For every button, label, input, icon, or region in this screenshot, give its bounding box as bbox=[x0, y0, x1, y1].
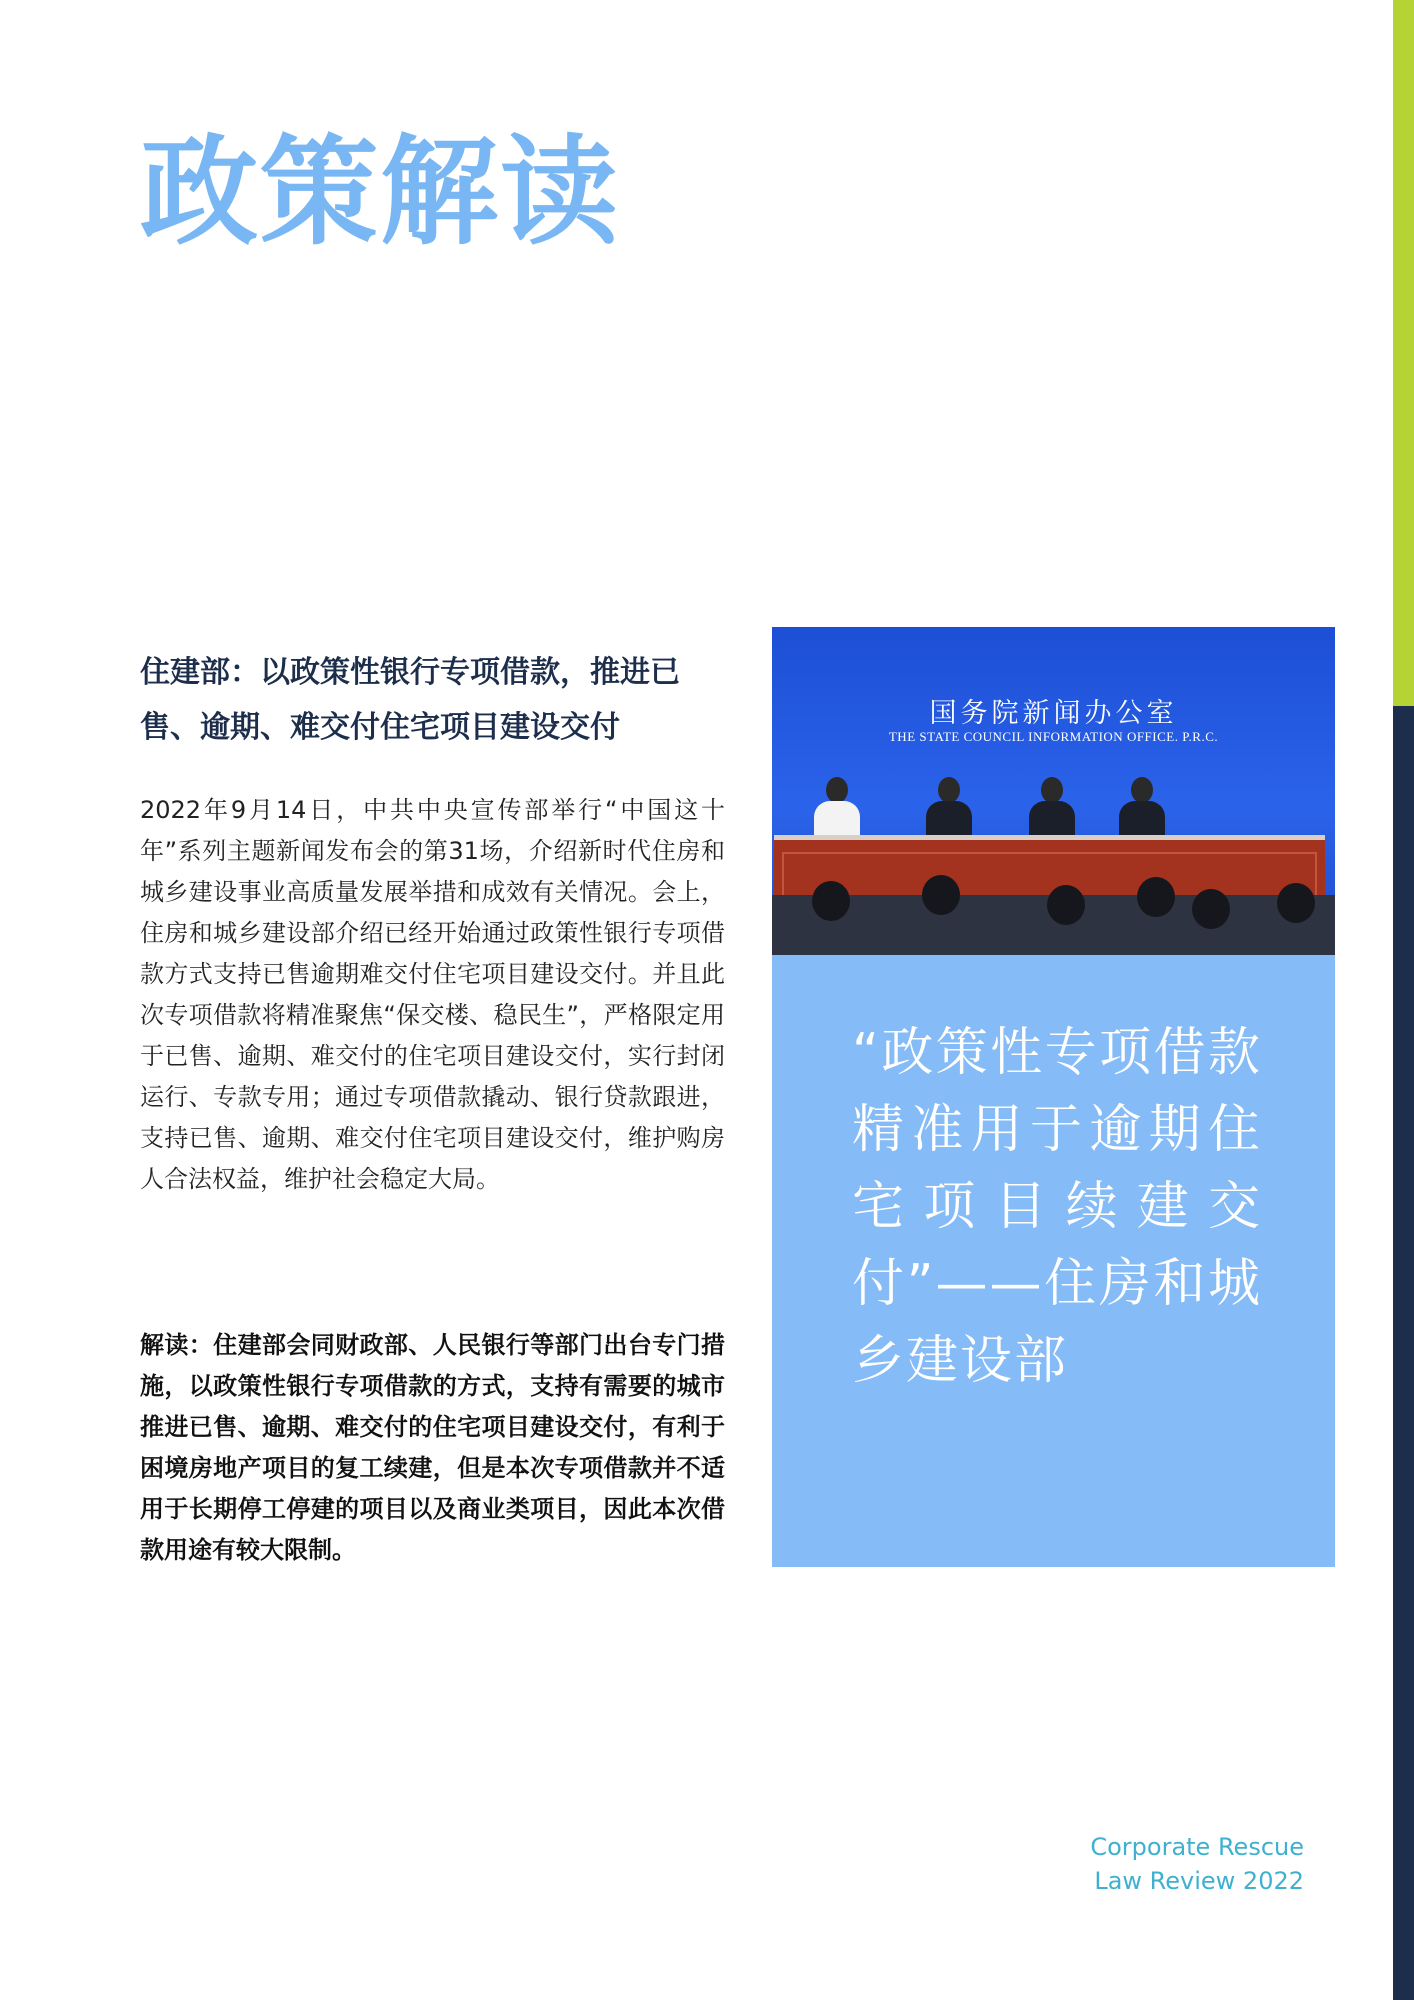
audience-head bbox=[1192, 889, 1230, 929]
speaker-head bbox=[826, 777, 848, 803]
audience-head bbox=[1277, 883, 1315, 923]
speaker-figure bbox=[1027, 777, 1077, 839]
audience-head bbox=[922, 875, 960, 915]
speaker-body bbox=[1029, 801, 1075, 839]
pull-quote-box bbox=[772, 955, 1335, 1567]
speaker-head bbox=[1041, 777, 1063, 803]
speaker-head bbox=[1131, 777, 1153, 803]
speaker-body bbox=[1119, 801, 1165, 839]
pull-quote-text: “政策性专项借款精准用于逾期住宅项目续建交付”——住房和城乡建设部 bbox=[852, 1023, 1262, 1391]
speaker-figure bbox=[924, 777, 974, 839]
brand-line-1: Corporate Rescue bbox=[1090, 1833, 1304, 1861]
speaker-body bbox=[926, 801, 972, 839]
photo-org-name-en: THE STATE COUNCIL INFORMATION OFFICE. P.R.C. bbox=[888, 729, 1219, 744]
side-accent-bar bbox=[1393, 0, 1414, 2000]
article-body: 2022年9月14日，中共中央宣传部举行“中国这十年”系列主题新闻发布会的第31场，介绍新时代住房和城乡建设事业高质量发展举措和成效有关情况。会上，住房和城乡建设部介绍已经开始通过政策性银行专项借款方式支持已售逾期难交付住宅项目建设交付。并且此次专项借款将精准聚焦“保交楼、稳民生”，严格限定用于已售、逾期、难交付的住宅项目建设交付，实行封闭运行、专款专用；通过专项借款撬动、银行贷款跟进，支持已售、逾期、难交付住宅项目建设交付，维护购房人合法权益，维护社会稳定大局。 bbox=[140, 796, 725, 1193]
side-bar-navy bbox=[1393, 706, 1414, 2000]
audience-head bbox=[812, 881, 850, 921]
speaker-body bbox=[814, 801, 860, 839]
article-heading: 住建部：以政策性银行专项借款，推进已售、逾期、难交付住宅项目建设交付 bbox=[140, 655, 680, 745]
press-conference-photo bbox=[772, 627, 1335, 955]
page-title: 政策解读 bbox=[140, 123, 621, 261]
audience-head bbox=[1047, 885, 1085, 925]
speaker-figure bbox=[1117, 777, 1167, 839]
speaker-head bbox=[938, 777, 960, 803]
side-bar-green bbox=[1393, 0, 1414, 706]
photo-org-name-cn: 国务院新闻办公室 bbox=[929, 698, 1178, 729]
speaker-figure bbox=[812, 777, 862, 839]
analysis-paragraph: 解读：住建部会同财政部、人民银行等部门出台专门措施，以政策性银行专项借款的方式，支持有需要的城市推进已售、逾期、难交付的住宅项目建设交付，有利于困境房地产项目的复工续建，但是本次专项借款并不适用于长期停工停建的项目以及商业类项目，因此本次借款用途有较大限制。 bbox=[140, 1331, 725, 1564]
audience-head bbox=[1137, 877, 1175, 917]
brand-line-2: Law Review 2022 bbox=[1094, 1867, 1304, 1895]
audience-row bbox=[772, 895, 1335, 955]
publication-brand bbox=[1090, 1830, 1304, 1898]
